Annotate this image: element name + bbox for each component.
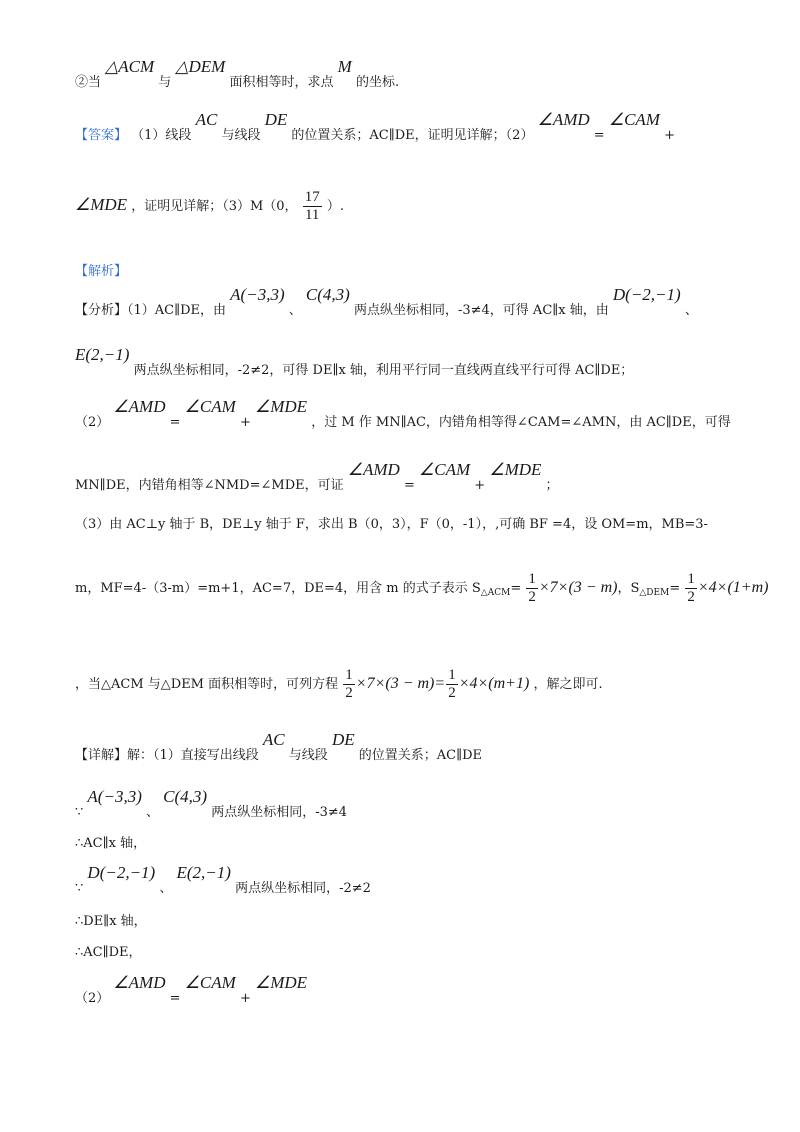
text: 面积相等时，求点 <box>229 75 334 90</box>
text: + <box>664 128 676 143</box>
text: （2） <box>75 991 110 1006</box>
text: ，证明见详解；（3）M（0， <box>131 199 298 214</box>
denominator: 2 <box>448 685 456 701</box>
math: △DEM <box>175 57 226 76</box>
fraction <box>685 572 697 605</box>
text: + <box>239 991 251 1006</box>
text: 两点纵坐标相同，-2≠2，可得 DE∥x 轴，利用平行同一直线两直线平行可得 AC∥DE； <box>133 363 634 378</box>
detail-line-1 <box>75 730 483 763</box>
text: ）. <box>326 199 344 214</box>
text: ，S <box>617 581 640 596</box>
math: A(−3,3) <box>87 787 142 806</box>
text: ； <box>545 478 559 493</box>
text: 的位置关系；AC∥DE，证明见详解；（2） <box>291 128 534 143</box>
math: ∠CAM <box>184 397 236 416</box>
subscript: △ACM <box>480 588 511 598</box>
math: ∠CAM <box>608 110 660 129</box>
math: E(2,−1) <box>176 863 231 882</box>
numerator: 1 <box>528 571 536 587</box>
fraction <box>526 572 538 605</box>
fraction <box>343 668 355 701</box>
text: 与线段 <box>288 748 328 763</box>
text: + <box>474 478 486 493</box>
math: ∠AMD <box>537 110 590 129</box>
analysis-line-6 <box>75 572 768 605</box>
detail-line-5: ∴DE∥x 轴， <box>75 914 147 929</box>
text: 的位置关系；AC∥DE <box>358 748 483 763</box>
fraction <box>446 668 458 701</box>
text: + <box>239 415 251 430</box>
text: （2） <box>75 415 110 430</box>
math: A(−3,3) <box>230 285 285 304</box>
analysis-line-1 <box>75 285 698 318</box>
text: ，过 M 作 MN∥AC，内错角相等得∠CAM=∠AMN，由 AC∥DE，可得 <box>311 415 731 430</box>
math: ∠AMD <box>113 397 166 416</box>
math: ×7×(3 − m) <box>538 579 618 596</box>
numerator: 1 <box>687 571 695 587</box>
text: 、 <box>288 303 302 318</box>
math: ×7×(3 − m)= <box>355 675 446 692</box>
text: = <box>403 478 415 493</box>
fraction <box>303 190 322 223</box>
math: AC <box>195 110 218 129</box>
math: ∠AMD <box>113 973 166 992</box>
subscript: △DEM <box>639 588 670 598</box>
detail-line-3: ∴AC∥x 轴， <box>75 836 147 851</box>
analysis-line-3 <box>75 397 731 430</box>
math: ×4×(1+m) <box>697 579 769 596</box>
text: ，解之即可. <box>533 677 603 692</box>
denominator: 2 <box>345 685 353 701</box>
numerator: 17 <box>304 189 320 205</box>
analysis-heading: 【解析】 <box>75 264 128 279</box>
text: 与线段 <box>221 128 261 143</box>
analysis-line-4 <box>75 460 559 493</box>
text: ∵ <box>75 881 84 896</box>
math: ∠MDE <box>254 973 308 992</box>
detail-line-7 <box>75 973 308 1006</box>
math: ∠MDE <box>254 397 308 416</box>
math: M <box>337 57 352 76</box>
text: = <box>169 415 181 430</box>
math: ×4×(m+1) <box>458 675 530 692</box>
text: 、 <box>684 303 698 318</box>
denominator: 11 <box>304 207 320 223</box>
text: = <box>169 991 181 1006</box>
text: = <box>669 581 681 596</box>
text: 两点纵坐标相同，-2≠2 <box>235 881 371 896</box>
denominator: 2 <box>528 589 536 605</box>
text: 两点纵坐标相同，-3≠4 <box>211 805 348 820</box>
text: ∵ <box>75 805 84 820</box>
math: △ACM <box>105 57 155 76</box>
answer-line <box>75 110 676 143</box>
text: 的坐标. <box>355 75 400 90</box>
text: m，MF=4-（3-m）=m+1，AC=7，DE=4，用含 m 的式子表示 S <box>75 581 481 596</box>
math: ∠CAM <box>184 973 236 992</box>
numerator: 1 <box>345 667 353 683</box>
text: ，当△ACM 与△DEM 面积相等时，可列方程 <box>75 677 339 692</box>
question-part-2 <box>75 57 400 90</box>
text: 、 <box>146 805 160 820</box>
math: E(2,−1) <box>75 345 130 364</box>
math: DE <box>331 730 355 749</box>
analysis-line-7 <box>75 668 603 701</box>
math: ∠MDE <box>489 460 542 479</box>
detail-line-2 <box>75 787 348 820</box>
answer-line-2 <box>75 190 344 223</box>
math: C(4,3) <box>163 787 208 806</box>
text: （1）线段 <box>131 128 192 143</box>
math: D(−2,−1) <box>612 285 681 304</box>
text: 、 <box>159 881 173 896</box>
text: 两点纵坐标相同，-3≠4，可得 AC∥x 轴，由 <box>353 303 609 318</box>
text: 与 <box>158 75 172 90</box>
math: DE <box>264 110 288 129</box>
math: ∠MDE <box>75 195 128 214</box>
detail-line-4 <box>75 863 371 896</box>
math: ∠AMD <box>347 460 400 479</box>
math: AC <box>262 730 285 749</box>
text: = <box>593 128 605 143</box>
analysis-line-5: （3）由 AC⊥y 轴于 B，DE⊥y 轴于 F，求出 B（0，3），F（0，-1），,可确 BF =4，设 OM=m，MB=3- <box>75 517 708 532</box>
text: MN∥DE，内错角相等∠NMD=∠MDE，可证 <box>75 478 344 493</box>
text: = <box>510 581 522 596</box>
text: ②当 <box>75 75 102 90</box>
denominator: 2 <box>687 589 695 605</box>
text: 【分析】（1）AC∥DE，由 <box>75 303 227 318</box>
detail-line-6: ∴AC∥DE， <box>75 945 142 960</box>
math: D(−2,−1) <box>87 863 156 882</box>
math: C(4,3) <box>305 285 350 304</box>
math: ∠CAM <box>419 460 471 479</box>
answer-tag: 【答案】 <box>75 128 128 143</box>
text: 【详解】解：（1）直接写出线段 <box>75 748 259 763</box>
numerator: 1 <box>448 667 456 683</box>
analysis-line-2 <box>75 345 634 378</box>
